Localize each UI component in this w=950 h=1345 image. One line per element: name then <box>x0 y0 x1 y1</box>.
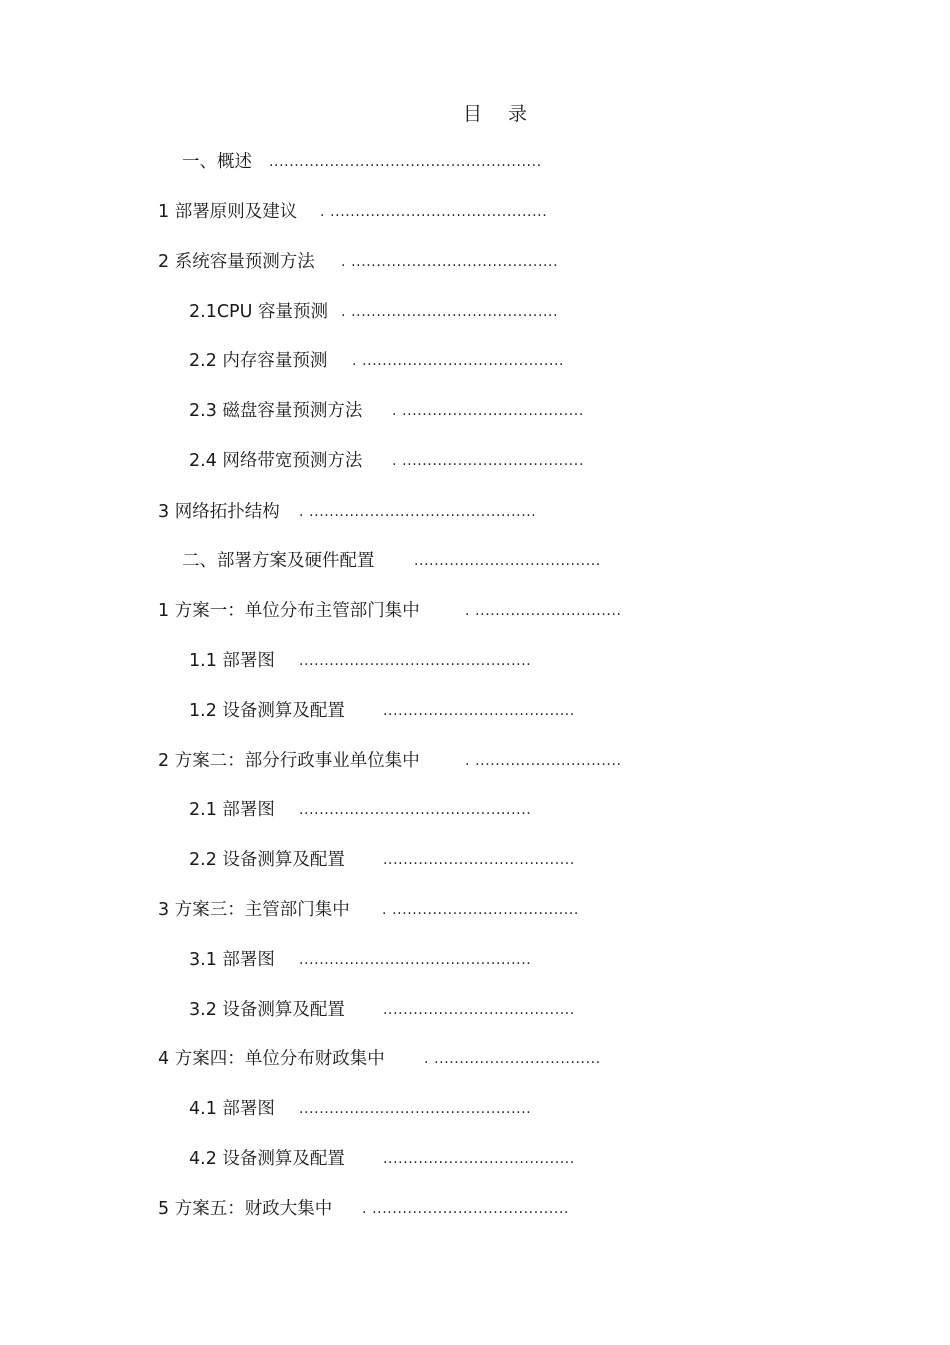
toc-entry[interactable] <box>189 398 584 424</box>
toc-entry-leader: . ............................................. <box>299 504 537 520</box>
toc-entry-leader: .............................................. <box>299 952 532 968</box>
toc-entry-leader: . .................................... <box>392 403 584 419</box>
toc-entry-text: 2.2 设备测算及配置 <box>189 850 345 870</box>
toc-entry[interactable] <box>189 448 584 474</box>
toc-entry-leader: .............................................. <box>299 802 532 818</box>
toc-entry[interactable] <box>182 149 542 175</box>
toc-entry[interactable] <box>189 997 575 1023</box>
toc-entry[interactable] <box>189 698 575 724</box>
toc-entry-leader: ...................................... <box>383 703 575 719</box>
toc-entry-text: 2.3 磁盘容量预测方法 <box>189 401 363 421</box>
toc-entry-text: 1 部署原则及建议 <box>158 202 298 222</box>
toc-entry-text: 二、部署方案及硬件配置 <box>182 551 375 571</box>
toc-entry-leader: . ......................................... <box>341 254 559 270</box>
toc-entry-text: 2 系统容量预测方法 <box>158 252 315 272</box>
toc-entry-text: 2.4 网络带宽预测方法 <box>189 451 363 471</box>
toc-entry-text: 3 网络拓扑结构 <box>158 502 280 522</box>
toc-entry-leader: . .................................... <box>392 453 584 469</box>
toc-entry-text: 2.1CPU 容量预测 <box>189 302 328 322</box>
toc-entry-text: 1.1 部署图 <box>189 651 275 671</box>
toc-entry[interactable] <box>189 1146 575 1172</box>
toc-entry[interactable] <box>189 348 565 374</box>
toc-title-char: 目 <box>462 103 482 125</box>
toc-entry[interactable] <box>158 499 537 525</box>
toc-entry-leader: ...................................................... <box>269 154 542 170</box>
toc-entry-text: 3.2 设备测算及配置 <box>189 1000 345 1020</box>
toc-entry-leader: ...................................... <box>383 852 575 868</box>
toc-entry-leader: . ........................................... <box>320 204 548 220</box>
toc-entry[interactable] <box>158 748 622 774</box>
toc-entry-text: 5 方案五：财政大集中 <box>158 1199 333 1219</box>
toc-entry-text: 4.1 部署图 <box>189 1099 275 1119</box>
toc-entry[interactable] <box>158 199 548 225</box>
toc-entry-text: 2.2 内存容量预测 <box>189 351 328 371</box>
toc-entry-text: 2.1 部署图 <box>189 800 275 820</box>
toc-entry[interactable] <box>189 648 532 674</box>
toc-entry[interactable] <box>158 1046 601 1072</box>
toc-entry-leader: . ................................. <box>424 1051 601 1067</box>
toc-entry[interactable] <box>158 1196 570 1222</box>
toc-entry-leader: ...................................... <box>383 1151 575 1167</box>
toc-entry-leader: . ......................................... <box>341 304 559 320</box>
toc-entry[interactable] <box>158 598 622 624</box>
toc-entry-leader: . ..................................... <box>382 902 579 918</box>
toc-entry[interactable] <box>158 897 579 923</box>
toc-entry-leader: . ............................. <box>465 753 622 769</box>
toc-entry[interactable] <box>189 1096 532 1122</box>
toc-entry-leader: . ............................. <box>465 603 622 619</box>
toc-entry[interactable] <box>189 947 532 973</box>
toc-entry-text: 1.2 设备测算及配置 <box>189 701 345 721</box>
toc-entry-leader: ..................................... <box>414 553 601 569</box>
toc-entry-text: 一、概述 <box>182 152 252 172</box>
toc-entry-leader: . ........................................ <box>352 353 565 369</box>
toc-entry[interactable] <box>182 548 601 574</box>
toc-entry-leader: .............................................. <box>299 653 532 669</box>
toc-entry-text: 4.2 设备测算及配置 <box>189 1149 345 1169</box>
toc-entry-text: 4 方案四：单位分布财政集中 <box>158 1049 385 1069</box>
toc-entry-leader: ...................................... <box>383 1002 575 1018</box>
toc-entry[interactable] <box>189 797 532 823</box>
toc-title-char: 录 <box>508 103 528 125</box>
toc-entry-text: 3.1 部署图 <box>189 950 275 970</box>
toc-entry-text: 2 方案二：部分行政事业单位集中 <box>158 751 420 771</box>
toc-entry-text: 3 方案三：主管部门集中 <box>158 900 350 920</box>
toc-entry-leader: . ....................................... <box>362 1201 570 1217</box>
toc-entry[interactable] <box>158 249 559 275</box>
toc-entry-leader: .............................................. <box>299 1101 532 1117</box>
toc-entry[interactable] <box>189 299 559 325</box>
toc-entry-text: 1 方案一：单位分布主管部门集中 <box>158 601 420 621</box>
toc-entry[interactable] <box>189 847 575 873</box>
